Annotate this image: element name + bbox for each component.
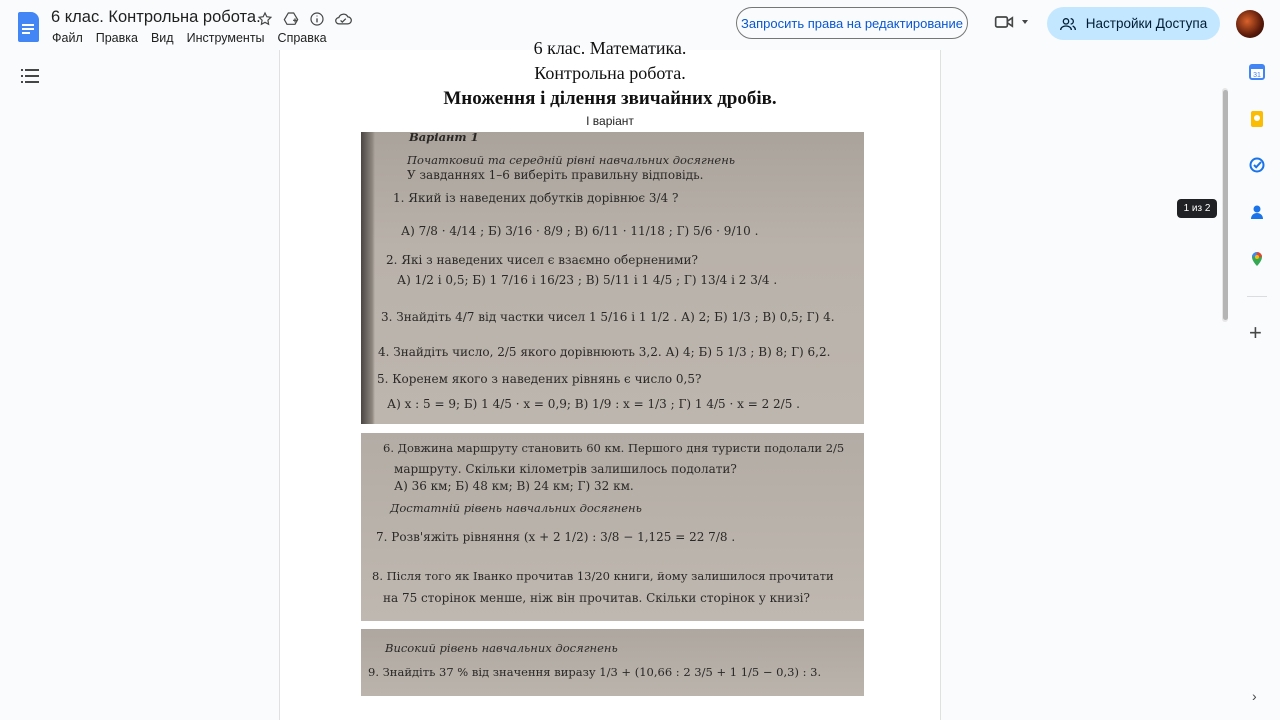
photo-text-line: 2. Які з наведених чисел є взаємно оберненими? [386,253,698,267]
photo-text-line: 5. Коренем якого з наведених рівнянь є число 0,5? [377,372,702,386]
photo-text-line: Варіант 1 [409,130,479,144]
photo-text-line: А) 7/8 · 4/14 ; Б) 3/16 · 8/9 ; В) 6/11 · 11/18 ; Г) 5/6 · 9/10 . [401,224,759,238]
video-camera-icon [994,14,1014,30]
photo-text-line: маршруту. Скільки кілометрів залишилось подолати? [394,462,737,476]
menu-tools[interactable]: Инструменты [186,31,265,45]
meet-button[interactable] [994,14,1030,30]
task-photo-3 [361,629,864,696]
document-outline-icon[interactable] [21,68,39,84]
people-icon [1060,17,1076,31]
share-label: Настройки Доступа [1085,16,1208,31]
docs-logo-icon[interactable] [18,12,39,42]
tasks-icon[interactable] [1249,157,1265,173]
page-heading-partial: 6 клас. Математика. [533,38,687,58]
side-panel [1236,55,1280,720]
scrollbar-thumb[interactable] [1223,90,1228,320]
photo-text-line: Початковий та середній рівні навчальних досягнень [407,153,736,167]
avatar[interactable] [1236,10,1264,38]
title-actions [256,10,352,28]
expand-side-panel-icon[interactable]: › [1252,688,1257,704]
photo-text-line: 7. Розв'яжіть рівняння (x + 2 1/2) : 3/8 − 1,125 = 22 7/8 . [376,530,736,544]
svg-text:31: 31 [1253,72,1261,79]
photo-text-line: А) x : 5 = 9; Б) 1 4/5 · x = 0,9; В) 1/9 : x = 1/3 ; Г) 1 4/5 · x = 2 2/5 . [387,397,800,411]
photo-text-line: на 75 сторінок менше, ніж він прочитав. Скільки сторінок у книзі? [383,591,810,605]
photo-text-line: 4. Знайдіть число, 2/5 якого дорівнюють 3,2. А) 4; Б) 5 1/3 ; В) 8; Г) 6,2. [378,345,831,359]
menu-edit[interactable]: Правка [95,31,138,45]
variant-label: І варіант [586,114,634,128]
task-photo-2 [361,433,864,621]
photo-text-line: 9. Знайдіть 37 % від значення виразу 1/3 + (10,66 : 2 3/5 + 1 1/5 − 0,3) : 3. [368,665,822,679]
chevron-down-icon [1020,17,1030,27]
cloud-status-icon[interactable] [334,10,352,28]
photo-edge-shadow [361,132,375,424]
menu-help[interactable]: Справка [277,31,327,45]
side-panel-divider [1247,296,1267,297]
page-subtitle: Контрольна робота. [534,63,686,83]
document-page [279,38,941,720]
page-indicator-tooltip: 1 из 2 [1177,199,1217,218]
photo-text-line: 3. Знайдіть 4/7 від частки чисел 1 5/16 і 1 1/2 . А) 2; Б) 1/3 ; В) 0,5; Г) 4. [381,310,835,324]
photo-text-line: А) 36 км; Б) 48 км; В) 24 км; Г) 32 км. [394,479,634,493]
contacts-icon[interactable] [1249,204,1265,220]
photo-text-line: 8. Після того як Іванко прочитав 13/20 книги, йому залишилося прочитати [372,569,834,583]
menu-view[interactable]: Вид [150,31,174,45]
star-icon[interactable] [256,10,274,28]
photo-text-line: 1. Який із наведених добутків дорівнює 3/4 ? [393,191,679,205]
photo-text-line: А) 1/2 і 0,5; Б) 1 7/16 і 16/23 ; В) 5/11 і 1 4/5 ; Г) 13/4 і 2 3/4 . [397,273,778,287]
photo-text-line: Достатній рівень навчальних досягнень [390,501,642,515]
keep-icon[interactable] [1249,111,1265,127]
add-addon-icon[interactable]: + [1249,320,1262,345]
move-to-drive-icon[interactable] [282,10,300,28]
request-edit-button[interactable]: Запросить права на редактирование [736,7,968,39]
share-button[interactable] [1047,7,1220,40]
menu-file[interactable]: Файл [52,31,83,45]
maps-icon[interactable] [1249,251,1265,267]
document-title[interactable]: 6 клас. Контрольна робота. [51,8,261,26]
photo-text-line: Високий рівень навчальних досягнень [385,641,618,655]
page-title: Множення і ділення звичайних дробів. [443,88,777,109]
task-photo-1 [361,132,864,424]
calendar-icon[interactable] [1249,64,1265,80]
info-icon[interactable] [308,10,326,28]
photo-text-line: 6. Довжина маршруту становить 60 км. Першого дня туристи подолали 2/5 [383,441,845,455]
photo-text-line: У завданнях 1–6 виберіть правильну відповідь. [407,168,704,182]
